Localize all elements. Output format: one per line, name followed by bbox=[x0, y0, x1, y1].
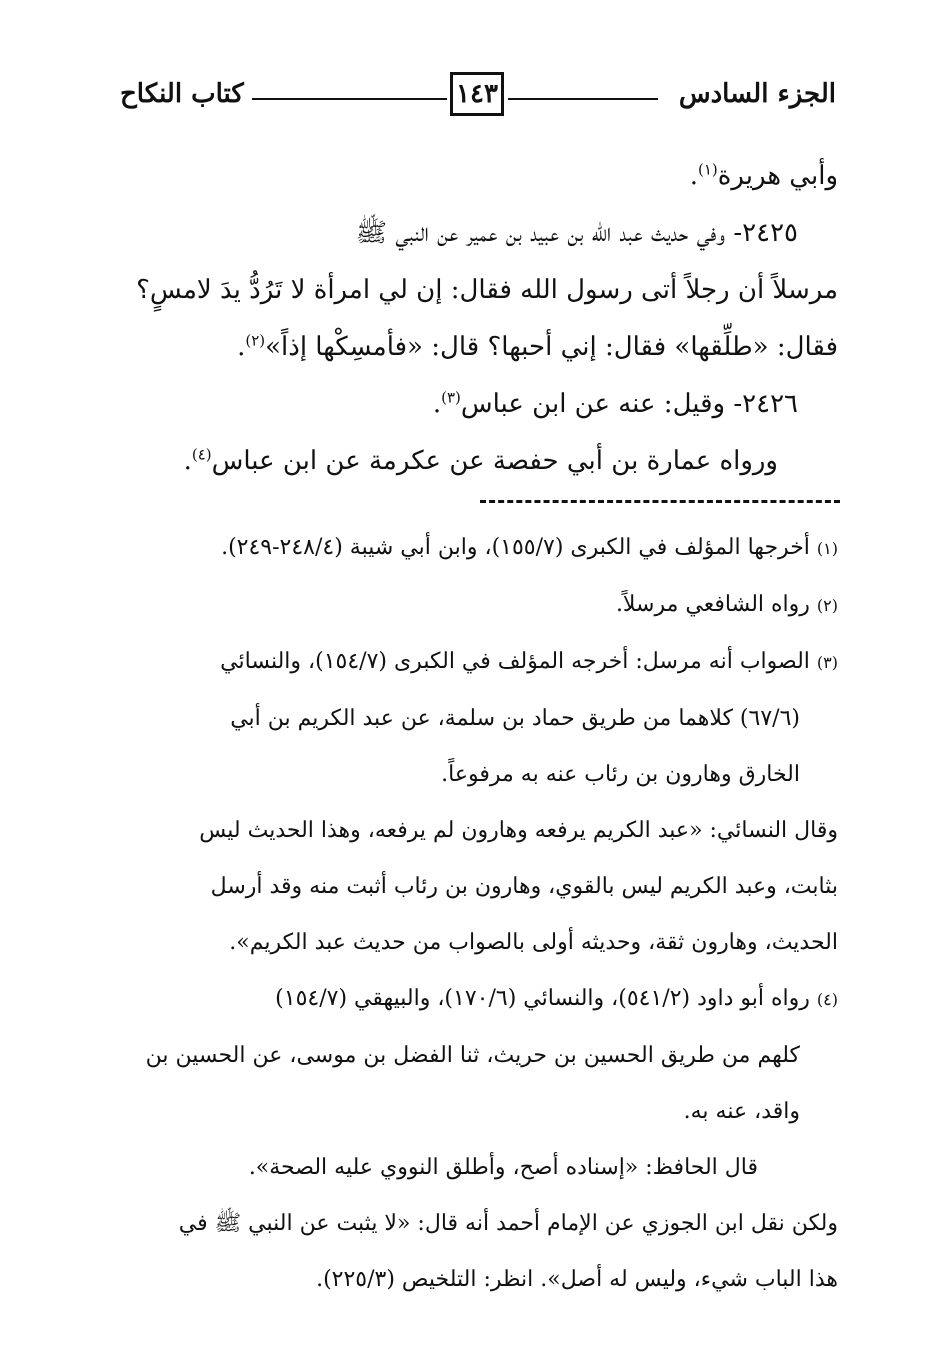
footnote-ref: (٣) bbox=[441, 388, 461, 407]
volume-title: الجزء السادس bbox=[678, 79, 836, 109]
main-text bbox=[110, 148, 838, 490]
footnote-3-line-5: بثابت، وعبد الكريم ليس بالقوي، وهارون بن رئاب أثبت منه وقد أرسل bbox=[210, 874, 838, 899]
header-rule-right bbox=[508, 98, 658, 100]
book-title: كتاب النكاح bbox=[120, 79, 244, 109]
hadith-2426: ٢٤٢٦- وقيل: عنه عن ابن عباس$^{(٣)}$. bbox=[432, 388, 798, 419]
footnote-3-line-3: الخارق وهارون بن رئاب عنه به مرفوعاً. bbox=[441, 762, 800, 787]
page-number: ١٤٣ bbox=[450, 72, 504, 116]
footnote-4-line-3: واقد، عنه به. bbox=[683, 1099, 800, 1124]
footnote-3-line-2: (٦٧/٦) كلاهما من طريق حماد بن سلمة، عن عبد الكريم بن أبي bbox=[230, 706, 800, 731]
hadith-2425-line-2: مرسلاً أن رجلاً أتى رسول الله فقال: إن لي امرأة لا تَرُدُّ يدَ لامسٍ؟ bbox=[136, 275, 838, 305]
footnote-number: (٣) bbox=[816, 653, 838, 672]
footnote-3-line-1: (٣) الصواب أنه مرسل: أخرجه المؤلف في الكبرى (١٥٤/٧)، والنسائي bbox=[220, 649, 838, 674]
text-line: وأبي هريرة$^{(١)}$. bbox=[689, 160, 838, 191]
footnote-4-line-4: قال الحافظ: «إسناده أصح، وأطلق النووي عليه الصحة». bbox=[248, 1155, 758, 1180]
hadith-2425-line-3: فقال: «طلِّقها» فقال: إني أحبها؟ قال: «فأمسِكْها إذاً»$^{(٢)}$. bbox=[237, 331, 838, 362]
footnote-number: (٤) bbox=[816, 990, 838, 1009]
footnote-3-line-4: وقال النسائي: «عبد الكريم يرفعه وهارون لم يرفعه، وهذا الحديث ليس bbox=[199, 818, 838, 843]
footnote-ref: (٢) bbox=[245, 331, 266, 350]
header-rule-left bbox=[252, 98, 447, 100]
footnote-3-line-6: الحديث، وهارون ثقة، وحديثه أولى بالصواب من حديث عبد الكريم». bbox=[229, 930, 838, 955]
footnote-1: (١) أخرجها المؤلف في الكبرى (١٥٥/٧)، وابن أبي شيبة (٢٤٨/٤-٢٤٩). bbox=[221, 535, 838, 560]
footnote-ref: (٤) bbox=[191, 445, 212, 464]
footnote-4-line-5: ولكن نقل ابن الجوزي عن الإمام أحمد أنه قال: «لا يثبت عن النبي ﷺ في bbox=[178, 1211, 838, 1236]
hadith-2425-line-1: ٢٤٢٥- وفي حديث عبد الله بن عبيد بن عمير عن النبي ﷺ bbox=[355, 218, 798, 248]
imara-narration: ورواه عمارة بن أبي حفصة عن عكرمة عن ابن عباس$^{(٤)}$. bbox=[183, 445, 778, 476]
footnote-2: (٢) رواه الشافعي مرسلاً. bbox=[615, 592, 838, 617]
page-header bbox=[120, 64, 836, 124]
footnotes bbox=[110, 520, 838, 1308]
footnote-number: (١) bbox=[816, 539, 838, 558]
footnote-4-line-2: كلهم من طريق الحسين بن حريث، ثنا الفضل بن موسى، عن الحسين بن bbox=[145, 1043, 800, 1068]
footnote-ref: (١) bbox=[698, 160, 718, 179]
footnote-4-line-6: هذا الباب شيء، وليس له أصل». انظر: التلخيص (٢٢٥/٣). bbox=[316, 1267, 838, 1292]
footnote-4-line-1: (٤) رواه أبو داود (٥٤١/٢)، والنسائي (١٧٠/٦)، والبيهقي (١٥٤/٧) bbox=[275, 986, 838, 1011]
footnote-number: (٢) bbox=[816, 596, 838, 615]
footnote-separator bbox=[480, 500, 840, 503]
